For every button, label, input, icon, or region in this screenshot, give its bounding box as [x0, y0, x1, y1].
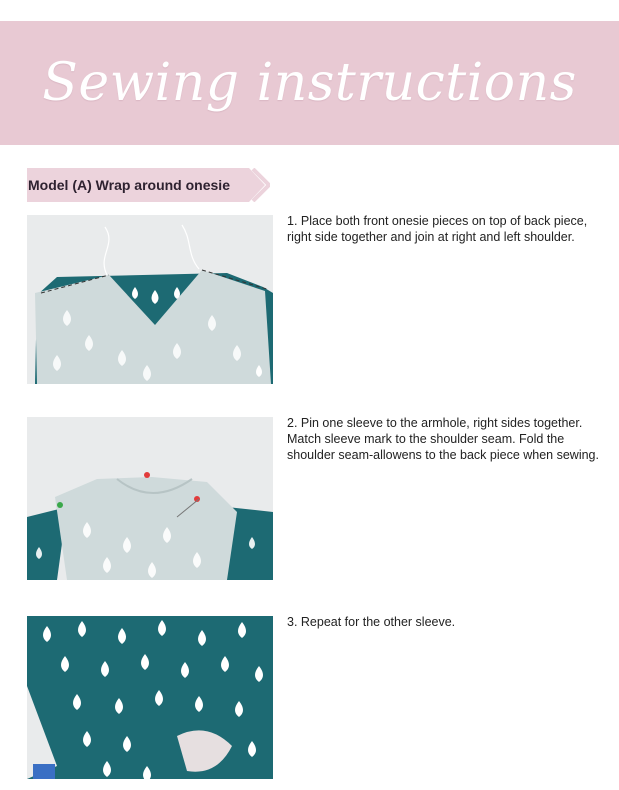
step-3-photo [27, 616, 273, 779]
section-tag [27, 168, 270, 202]
page-title: Sewing instructions [42, 53, 577, 113]
second-sleeve-photo [27, 616, 273, 779]
sleeve-pinning-photo [27, 417, 273, 580]
step-3-text: 3. Repeat for the other sleeve. [287, 615, 456, 629]
step-1-text: 1. Place both front onesie pieces on top of back piece, right side together and join at right and left shoulder. [287, 214, 588, 244]
step-2-text: 2. Pin one sleeve to the armhole, right sides together. Match sleeve mark to the shoulder seam. Fold the shoulder seam-allowens to the back piece when sewing. [287, 416, 599, 462]
step-1-photo [27, 215, 273, 384]
section-title: Model (A) Wrap around onesie [28, 177, 230, 193]
header-banner [0, 21, 619, 145]
step-2-photo [27, 417, 273, 580]
onesie-shoulder-seam-photo [27, 215, 273, 384]
